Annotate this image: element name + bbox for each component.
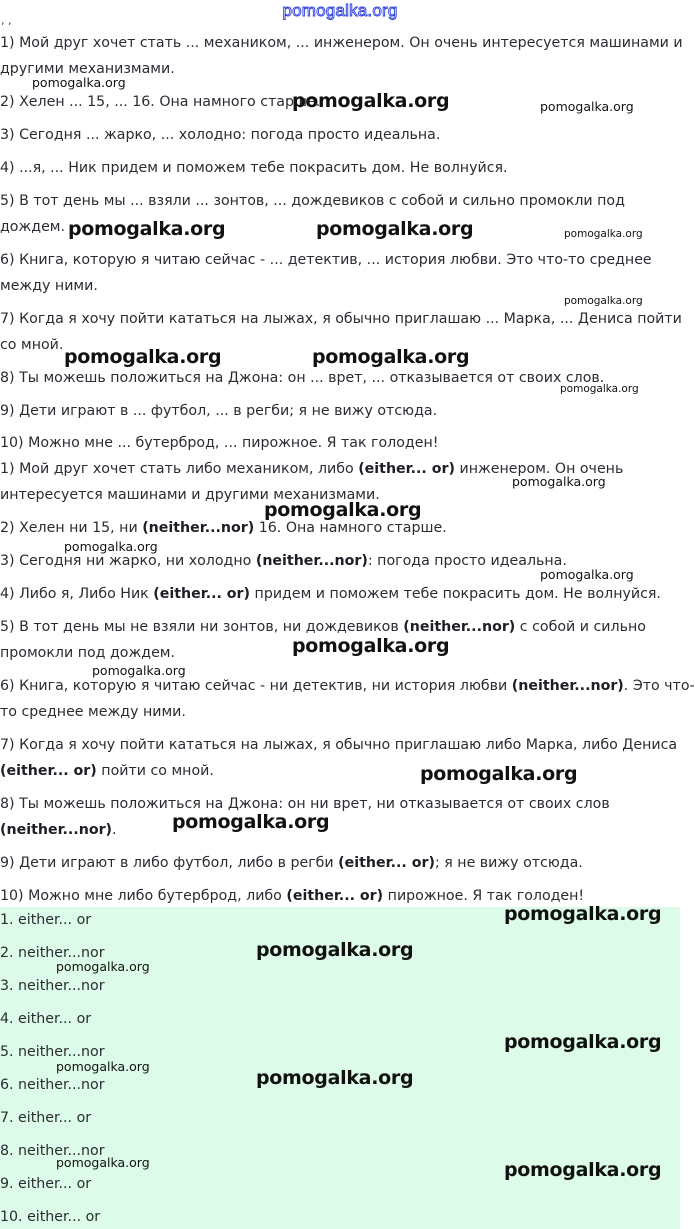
translation-4-text: 4) Либо я, Либо Ник: [0, 586, 154, 602]
answer-7: 7. either... or: [0, 1110, 92, 1126]
watermark: pomogalka.org: [312, 346, 470, 368]
translation-1-marker: (either... or): [358, 461, 455, 477]
question-7-line-2: со мной.: [0, 337, 64, 353]
translation-2-text: 2) Хелен ни 15, ни: [0, 520, 143, 536]
watermark: pomogalka.org: [504, 1159, 662, 1181]
watermark: pomogalka.org: [256, 1067, 414, 1089]
translation-1-text: 1) Мой друг хочет стать либо механиком, либо: [0, 461, 359, 477]
translation-9-marker: (either... or): [338, 855, 435, 871]
question-5-line-2: дождем.: [0, 219, 66, 235]
translation-4-rest: придем и поможем тебе покрасить дом. Не волнуйся.: [250, 586, 661, 602]
translation-8-marker: (neither...nor): [0, 822, 113, 838]
site-logo[interactable]: pomogalka.org: [282, 1, 398, 20]
watermark: pomogalka.org: [64, 539, 158, 554]
tick-mark: , ,: [1, 14, 12, 27]
translation-9-rest: ; я не вижу отсюда.: [434, 855, 583, 871]
translation-1-line-2: интересуется машинами и другими механизмами.: [0, 487, 380, 503]
translation-10-marker: (either... or): [286, 888, 384, 904]
answer-4: 4. either... or: [0, 1011, 92, 1027]
translation-5-line-2: промокли под дождем.: [0, 645, 176, 661]
translation-3-marker: (neither...nor): [255, 553, 368, 569]
watermark: pomogalka.org: [420, 763, 578, 785]
question-1-line-2: другими механизмами.: [0, 61, 175, 77]
watermark: pomogalka.org: [32, 75, 126, 90]
translation-6-text: 6) Книга, которую я читаю сейчас - ни детектив, ни история любви: [0, 678, 512, 694]
question-2: 2) Хелен ... 15, ... 16. Она намного старше.: [0, 94, 321, 110]
translation-8-rest: .: [112, 822, 117, 838]
watermark: pomogalka.org: [64, 346, 222, 368]
watermark: pomogalka.org: [56, 959, 150, 974]
translation-5-text: 5) В тот день мы не взяли ни зонтов, ни дождевиков: [0, 619, 404, 635]
translation-2-rest: 16. Она намного старше.: [254, 520, 447, 536]
question-1-line-1: 1) Мой друг хочет стать ... механиком, ... инженером. Он очень интересуется машинами и: [0, 35, 683, 51]
translation-2-marker: (neither...nor): [142, 520, 255, 536]
question-6-line-1: 6) Книга, которую я читаю сейчас - ... детектив, ... история любви. Это что-то среднее: [0, 252, 652, 268]
translation-8-line-2: [0, 817, 117, 843]
translation-8-line-1: 8) Ты можешь положиться на Джона: он ни врет, ни отказывается от своих слов: [0, 796, 610, 812]
translation-3-rest: : погода просто идеальна.: [367, 553, 567, 569]
watermark: pomogalka.org: [540, 99, 634, 114]
translation-7-line-1: 7) Когда я хочу пойти кататься на лыжах, я обычно приглашаю либо Марка, либо Дениса: [0, 737, 678, 753]
answer-5: 5. neither...nor: [0, 1044, 105, 1060]
question-3: 3) Сегодня ... жарко, ... холодно: погода просто идеальна.: [0, 127, 441, 143]
answer-3: 3. neither...nor: [0, 978, 105, 994]
watermark: pomogalka.org: [564, 228, 643, 240]
translation-6-line-2: то среднее между ними.: [0, 704, 186, 720]
watermark: pomogalka.org: [564, 295, 643, 307]
answer-9: 9. either... or: [0, 1176, 92, 1192]
translation-7-marker: (either... or): [0, 763, 97, 779]
question-7-line-1: 7) Когда я хочу пойти кататься на лыжах, я обычно приглашаю ... Марка, ... Дениса пойти: [0, 311, 682, 327]
answer-1: 1. either... or: [0, 912, 92, 928]
watermark: pomogalka.org: [92, 663, 186, 678]
translation-6-marker: (neither...nor): [511, 678, 624, 694]
translation-10-rest: пирожное. Я так голоден!: [383, 888, 585, 904]
translation-5-rest: с собой и сильно: [515, 619, 646, 635]
translation-7-rest: пойти со мной.: [96, 763, 214, 779]
translation-7-line-2: [0, 758, 214, 784]
watermark: pomogalka.org: [264, 499, 422, 521]
watermark: pomogalka.org: [292, 635, 450, 657]
translation-6-rest: . Это что-: [623, 678, 695, 694]
watermark: pomogalka.org: [292, 90, 450, 112]
answer-2: 2. neither...nor: [0, 945, 105, 961]
watermark: pomogalka.org: [560, 383, 639, 395]
question-4: 4) ...я, ... Ник придем и поможем тебе покрасить дом. Не волнуйся.: [0, 160, 508, 176]
translation-10-text: 10) Можно мне либо бутерброд, либо: [0, 888, 287, 904]
watermark: pomogalka.org: [56, 1059, 150, 1074]
question-8: 8) Ты можешь положиться на Джона: он ... врет, ... отказывается от своих слов.: [0, 370, 605, 386]
translation-4: [0, 581, 661, 607]
watermark: pomogalka.org: [256, 939, 414, 961]
watermark: pomogalka.org: [540, 567, 634, 582]
translation-4-marker: (either... or): [153, 586, 251, 602]
watermark: pomogalka.org: [56, 1155, 150, 1170]
watermark: pomogalka.org: [316, 218, 474, 240]
answer-8: 8. neither...nor: [0, 1143, 105, 1159]
watermark: pomogalka.org: [504, 1031, 662, 1053]
watermark: pomogalka.org: [504, 903, 662, 925]
translation-5-marker: (neither...nor): [403, 619, 516, 635]
question-6-line-2: между ними.: [0, 278, 98, 294]
watermark: pomogalka.org: [172, 811, 330, 833]
answer-6: 6. neither...nor: [0, 1077, 105, 1093]
answer-10: 10. either... or: [0, 1209, 101, 1225]
watermark: pomogalka.org: [68, 218, 226, 240]
translation-9: [0, 850, 583, 876]
translation-10: [0, 883, 584, 909]
question-10: 10) Можно мне ... бутерброд, ... пирожное. Я так голоден!: [0, 435, 439, 451]
question-9: 9) Дети играют в ... футбол, ... в регби; я не вижу отсюда.: [0, 403, 438, 419]
translation-3-text: 3) Сегодня ни жарко, ни холодно: [0, 553, 256, 569]
question-5-line-1: 5) В тот день мы ... взяли ... зонтов, ... дождевиков с собой и сильно промокли под: [0, 193, 625, 209]
translation-1-rest: инженером. Он очень: [455, 461, 624, 477]
translation-9-text: 9) Дети играют в либо футбол, либо в регби: [0, 855, 339, 871]
watermark: pomogalka.org: [512, 474, 606, 489]
